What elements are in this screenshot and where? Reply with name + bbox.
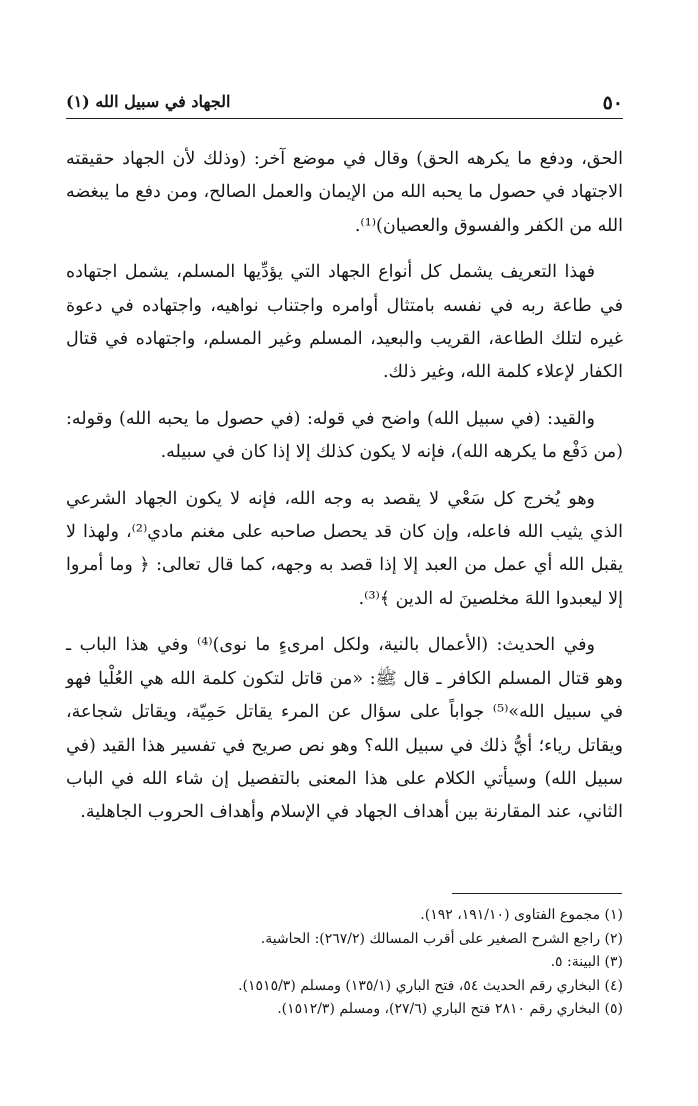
paragraph: وهو يُخرج كل سَعْي لا يقصد به وجه الله، فإنه لا يكون الجهاد الشرعي الذي يثيب الله فاعله، وإن كان قد يحصل صاحبه على مغنم مادي⁽²⁾، ولهذا لا يقبل الله أي عمل من العبد إلا إذا قصد به وجهه، كما قال تعالى: ﴿ وما أمروا إلا ليعبدوا اللهَ مخلصينَ له الدين ﴾⁽³⁾. <box>66 488 624 609</box>
page-header <box>66 88 623 119</box>
footnote: (٥) البخاري رقم ٢٨١٠ فتح الباري (٢٧/٦)، ومسلم (١٥١٢/٣). <box>277 1001 623 1017</box>
footnote: (١) مجموع الفتاوى (١٩١/١٠، ١٩٢). <box>420 907 623 923</box>
footnote-separator <box>452 893 622 894</box>
paragraph: الحق، ودفع ما يكرهه الحق) وقال في موضع آخر: (وذلك لأن الجهاد حقيقته الاجتهاد في حصول ما يحبه الله من الإيمان والعمل الصالح، ومن دفع ما يبغضه الله من الكفر والفسوق والعصيان)⁽¹⁾. <box>66 149 623 236</box>
paragraph: وفي الحديث: (الأعمال بالنية، ولكل امرىءٍ ما نوى)⁽⁴⁾ وفي هذا الباب ـ وهو قتال المسلم الكافر ـ قال ﷺ: «من قاتل لتكون كلمة الله هي العُلْيا فهو في سبيل الله»⁽⁵⁾ جواباً على سؤال عن المرء يقاتل حَمِيّة، ويقاتل شجاعة، ويقاتل رياء؛ أيُّ ذلك في سبيل الله؟ وهو نص صريح في تفسير هذا القيد (في سبيل الله) وسيأتي الكلام على هذا المعنى بالتفصيل إن شاء الله في الباب الثاني، عند المقارنة بين أهداف الجهاد في الإسلام وأهداف الحروب الجاهلية. <box>66 635 624 823</box>
footnote: (٢) راجع الشرح الصغير على أقرب المسالك (٢٦٧/٢): الحاشية. <box>260 930 623 947</box>
footnote: (٣) البينة: ٥. <box>550 954 623 970</box>
footnotes <box>66 904 623 1022</box>
page-number: ٥٠ <box>602 92 623 114</box>
body-text <box>66 143 623 843</box>
paragraph: والقيد: (في سبيل الله) واضح في قوله: (في حصول ما يحبه الله) وقوله: (من دَفْع ما يكرهه الله)، فإنه لا يكون كذلك إلا إذا كان في سبيله. <box>66 408 623 463</box>
paragraph: فهذا التعريف يشمل كل أنواع الجهاد التي يؤدِّيها المسلم، يشمل اجتهاده في طاعة ربه في نفسه بامتثال أوامره واجتناب نواهيه، واجتهاده في دعوة غيره لتلك الطاعة، القريب والبعيد، المسلم وغير المسلم، واجتهاده في قتال الكفار لإعلاء كلمة الله، وغير ذلك. <box>66 262 623 383</box>
footnote: (٤) البخاري رقم الحديث ٥٤، فتح الباري (١٣٥/١) ومسلم (١٥١٥/٣). <box>238 977 623 994</box>
running-title: الجهاد في سبيل الله (١) <box>66 92 231 111</box>
